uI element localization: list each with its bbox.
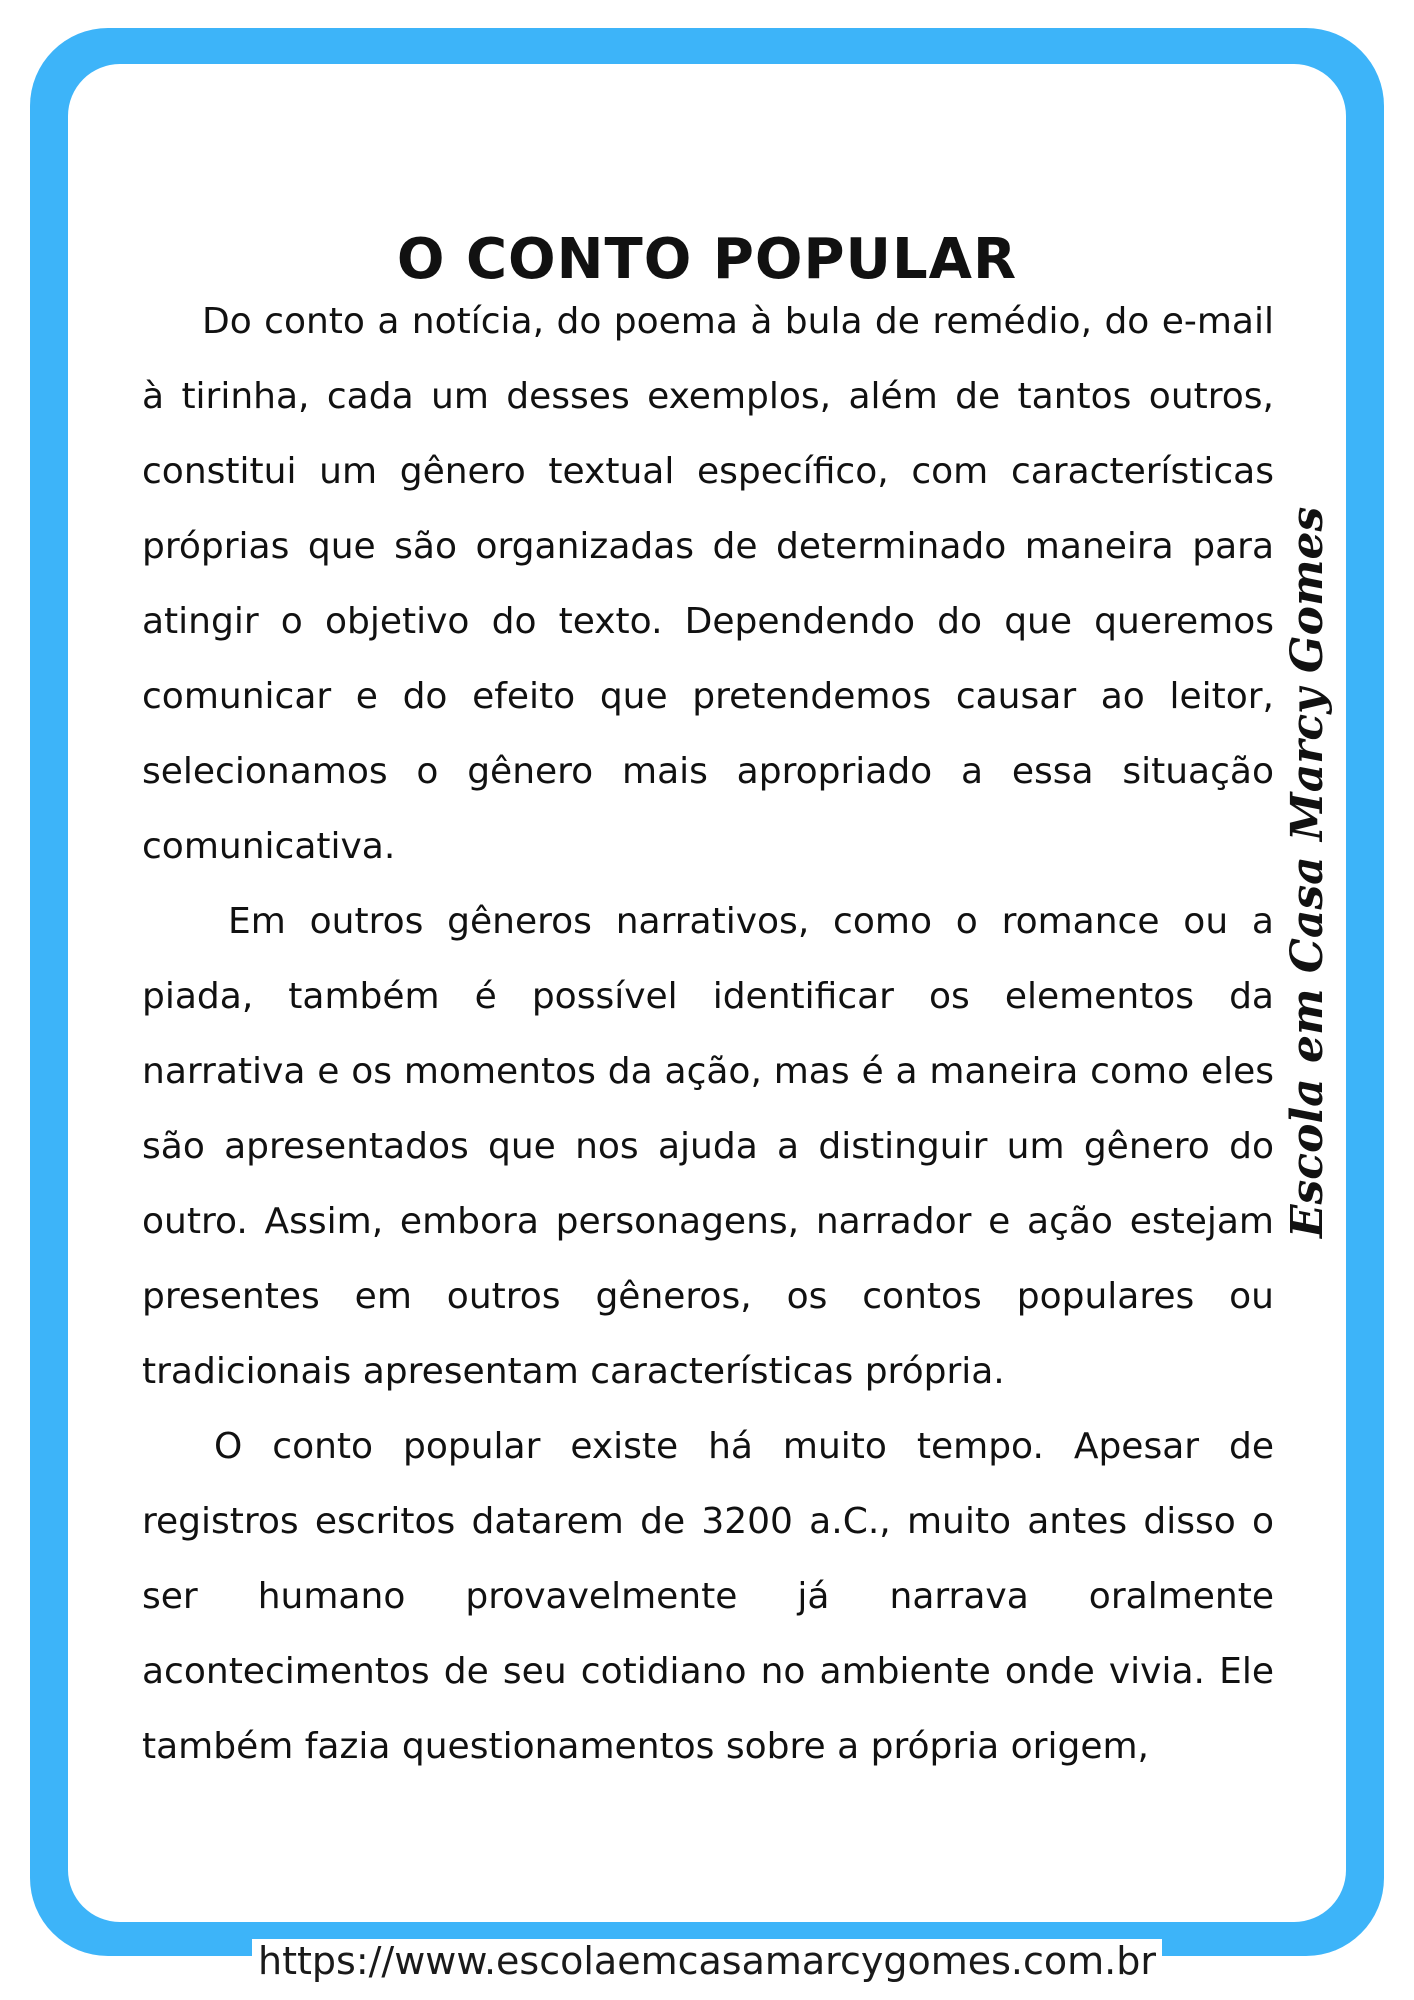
paragraph-1: Do conto a notícia, do poema à bula de remédio, do e-mail à tirinha, cada um desses exemplos, além de tantos outros, constitui um gênero textual específico, com características próprias que são organizadas de determinado maneira para atingir o objetivo do texto. Dependendo do que queremos comunicar e do efeito que pretendemos causar ao leitor, selecionamos o gênero mais apropriado a essa situação comunicativa. (142, 301, 1274, 867)
school-watermark-label: Escola em Casa Marcy Gomes (1282, 506, 1333, 1238)
footer-website (0, 1936, 1414, 1986)
article-body (142, 284, 1274, 1784)
paragraph-3: O conto popular existe há muito tempo. Apesar de registros escritos datarem de 3200 a.C., muito antes disso o ser humano provavelmente já narrava oralmente acontecimentos de seu cotidiano no ambiente onde vivia. Ele também fazia questionamentos sobre a própria origem, (142, 1426, 1274, 1767)
page-title: O CONTO POPULAR (396, 226, 1018, 292)
website-url-link[interactable]: https://www.escolaemcasamarcygomes.com.br (252, 1939, 1162, 1983)
paragraph-2: Em outros gêneros narrativos, como o romance ou a piada, também é possível identificar os elementos da narrativa e os momentos da ação, mas é a maneira como eles são apresentados que nos ajuda a distinguir um gênero do outro. Assim, embora personagens, narrador e ação estejam presentes em outros gêneros, os contos populares ou tradicionais apresentam características própria. (142, 901, 1274, 1392)
